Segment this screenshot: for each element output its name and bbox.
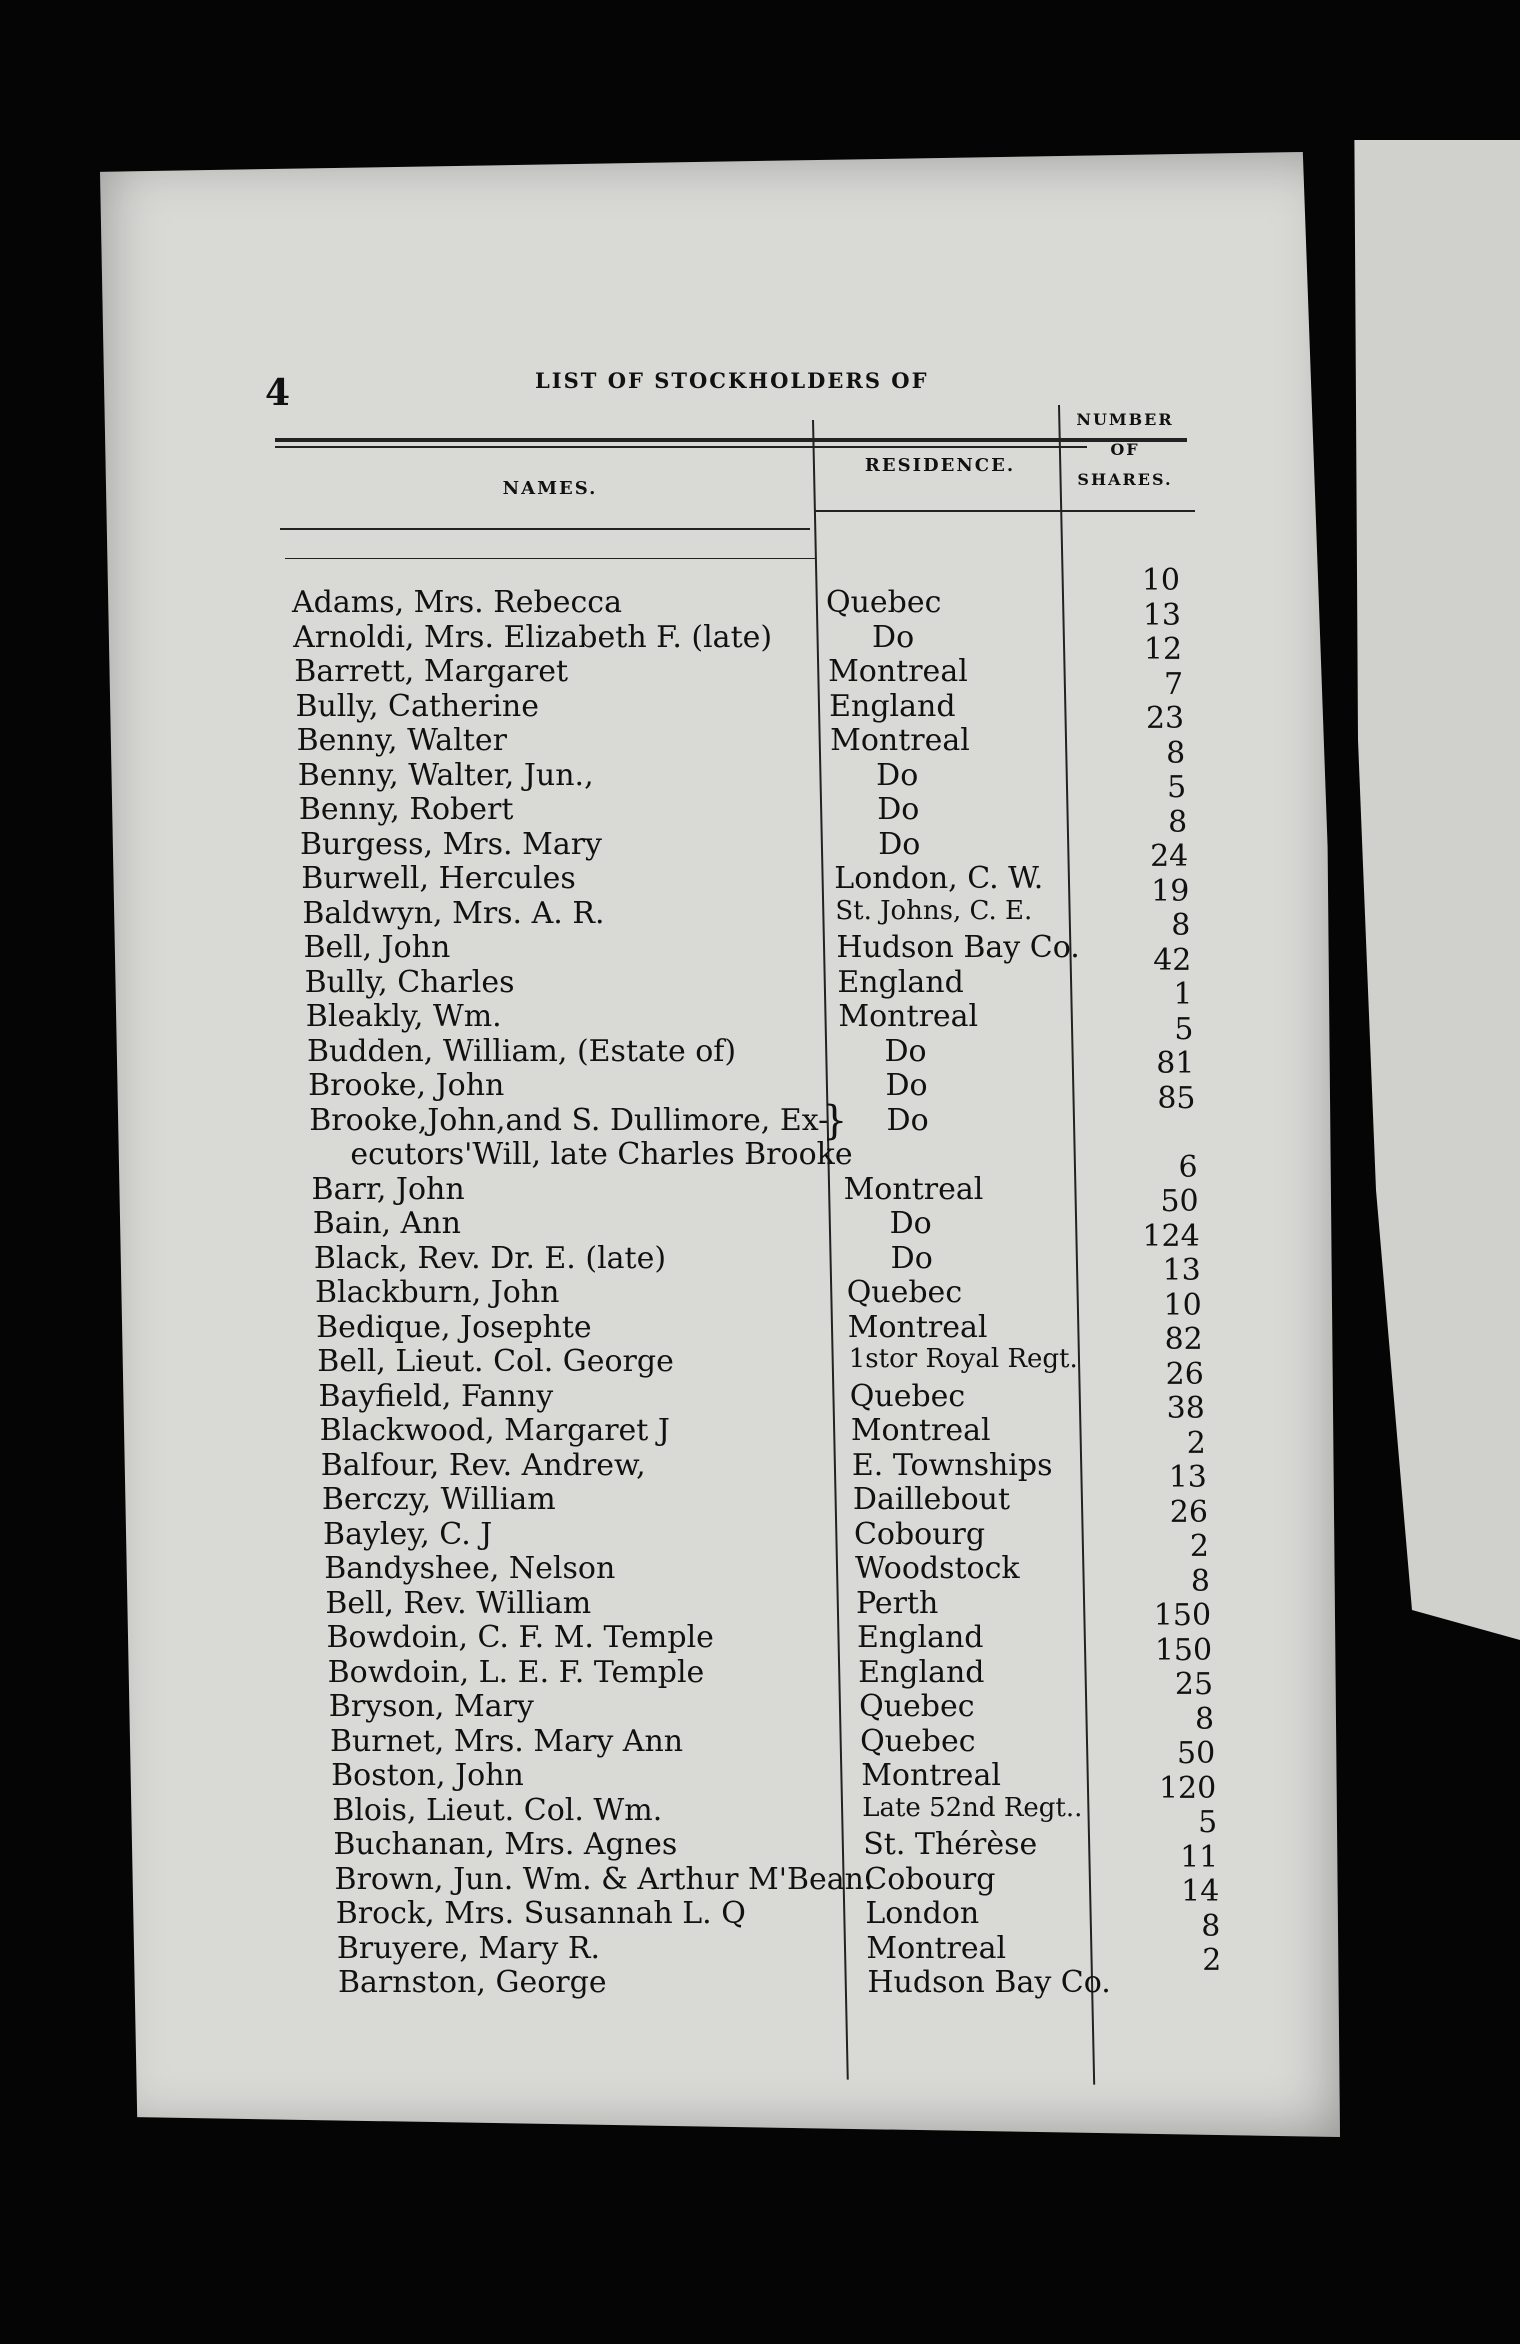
page-number: 4 (265, 372, 291, 414)
stockholder-residence: Montreal (866, 1930, 1007, 1966)
header-rule-thin (275, 446, 1087, 448)
stockholder-residence: Quebec (846, 1275, 963, 1310)
stockholder-name: Baldwyn, Mrs. A. R. (302, 895, 605, 931)
stockholder-residence: Montreal (861, 1758, 1001, 1793)
stockholder-residence: England (837, 964, 964, 1000)
brace-mark: } (822, 1098, 848, 1144)
header-rule-top (275, 438, 1187, 442)
stockholder-shares: 150 (1154, 1632, 1213, 1668)
stockholder-shares: 13 (1162, 1253, 1201, 1288)
stockholder-name: Bayley, C. J (323, 1516, 493, 1552)
stockholder-name: Bully, Catherine (295, 688, 540, 724)
stockholder-residence: Do (878, 826, 921, 862)
stockholder-name: Bedique, Josephte (316, 1309, 592, 1345)
stockholder-residence: 1stor Royal Regt. (848, 1344, 1078, 1374)
stockholder-name: Brooke, John (308, 1068, 505, 1103)
stockholder-residence: Late 52nd Regt.. (862, 1792, 1083, 1823)
stockholder-shares: 6 (1178, 1149, 1198, 1185)
stockholder-name: Barrett, Margaret (294, 654, 569, 689)
stockholder-residence: Cobourg (864, 1861, 996, 1897)
stockholder-name: Bell, Lieut. Col. George (317, 1344, 674, 1379)
stockholder-shares: 82 (1164, 1322, 1203, 1357)
stockholder-name: Bleakly, Wm. (305, 999, 502, 1034)
stockholder-shares: 2 (1186, 1425, 1206, 1461)
stockholder-shares: 26 (1165, 1356, 1204, 1392)
stockholder-residence: Do (872, 619, 915, 655)
stockholder-name: Budden, William, (Estate of) (306, 1033, 737, 1069)
stockholder-shares: 11 (1180, 1839, 1219, 1875)
stockholder-name: Benny, Walter, Jun., (297, 757, 594, 793)
stockholder-residence: Quebec (826, 585, 942, 620)
stockholder-name: Brown, Jun. Wm. & Arthur M'Bean. (334, 1861, 874, 1897)
stockholder-name: Buchanan, Mrs. Agnes (333, 1827, 678, 1862)
stockholder-shares: 23 (1145, 701, 1185, 736)
stockholder-residence: Hudson Bay Co. (836, 930, 1080, 965)
stockholder-residence: Do (890, 1240, 933, 1276)
stockholder-shares: 124 (1142, 1218, 1200, 1254)
stockholder-name: Arnoldi, Mrs. Elizabeth F. (late) (293, 619, 773, 655)
stockholder-shares: 5 (1174, 1011, 1194, 1047)
stockholder-residence: Montreal (838, 999, 979, 1034)
stockholder-residence: Hudson Bay Co. (867, 1965, 1111, 2000)
stockholder-shares: 50 (1160, 1184, 1199, 1219)
stockholder-shares: 19 (1151, 873, 1190, 909)
stockholder-name: Bandyshee, Nelson (324, 1551, 616, 1586)
stockholder-residence: London, C. W. (834, 861, 1044, 896)
stockholder-residence: Daillebout (852, 1482, 1011, 1517)
stockholder-shares: 8 (1195, 1701, 1215, 1737)
stockholder-name: Brooke,John,and S. Dullimore, Ex- (309, 1102, 829, 1138)
stockholder-shares: 50 (1177, 1736, 1216, 1771)
stockholder-residence: Do (884, 1033, 927, 1069)
stockholder-residence: England (857, 1620, 984, 1655)
stockholder-shares: 8 (1201, 1908, 1221, 1944)
stockholder-shares: 2 (1189, 1529, 1209, 1564)
stockholder-name: Balfour, Rev. Andrew, (320, 1447, 646, 1483)
column-header-shares-2: OF (1110, 440, 1140, 459)
body-rule (285, 558, 815, 559)
stockholder-shares: 10 (1141, 563, 1180, 598)
stockholder-name: Black, Rev. Dr. E. (late) (313, 1240, 667, 1276)
stockholder-shares: 150 (1153, 1598, 1212, 1633)
stockholder-name: ecutors'Will, late Charles Brooke (350, 1137, 853, 1172)
stockholder-residence: Montreal (850, 1413, 991, 1448)
stockholder-shares: 5 (1167, 770, 1187, 805)
stockholder-residence: England (829, 688, 956, 724)
stockholder-residence: E. Townships (851, 1447, 1053, 1483)
stockholder-shares: 85 (1157, 1080, 1196, 1116)
stockholder-residence: Montreal (830, 723, 970, 758)
stockholder-name: Barr, John (311, 1171, 465, 1207)
stockholder-residence: England (858, 1654, 985, 1690)
stockholder-shares: 8 (1190, 1563, 1210, 1599)
stockholder-shares: 13 (1168, 1460, 1207, 1495)
stockholder-shares: 8 (1168, 804, 1188, 840)
stockholder-residence: Do (889, 1206, 932, 1241)
stockholder-shares: 12 (1143, 632, 1183, 667)
stockholder-residence: St. Johns, C. E. (835, 895, 1033, 926)
stockholder-name: Blackburn, John (315, 1275, 560, 1310)
stockholder-shares: 38 (1166, 1391, 1205, 1426)
stockholder-name: Bruyere, Mary R. (336, 1930, 600, 1966)
column-header-shares-1: NUMBER (1076, 410, 1174, 429)
stockholder-name: Bayfield, Fanny (318, 1378, 554, 1414)
stockholder-residence: St. Thérèse (863, 1827, 1038, 1862)
stockholder-residence: Do (886, 1102, 929, 1138)
stockholder-shares: 14 (1181, 1874, 1220, 1909)
stockholder-residence: Do (876, 757, 919, 793)
stockholder-shares: 81 (1156, 1046, 1195, 1081)
stockholder-residence: Quebec (849, 1378, 966, 1414)
stockholder-name: Bain, Ann (312, 1206, 461, 1241)
column-header-shares-3: SHARES. (1077, 470, 1173, 489)
header-rule-bottom (280, 528, 810, 530)
stockholder-residence: Montreal (843, 1171, 984, 1207)
stockholder-name: Boston, John (331, 1758, 524, 1793)
stockholder-shares: 8 (1166, 735, 1186, 771)
column-header-residence: RESIDENCE. (864, 455, 1016, 476)
column-header-names: NAMES. (502, 478, 598, 499)
stockholder-name: Bully, Charles (304, 964, 515, 1000)
stockholder-residence: Quebec (859, 1689, 975, 1724)
stockholder-shares: 120 (1158, 1770, 1217, 1806)
stockholder-name: Adams, Mrs. Rebecca (292, 585, 622, 620)
stockholder-name: Burwell, Hercules (301, 861, 576, 896)
stockholder-name: Bell, John (303, 930, 451, 965)
stockholder-name: Benny, Walter (296, 723, 507, 758)
stockholder-name: Benny, Robert (298, 792, 514, 827)
stockholder-residence: Woodstock (854, 1551, 1020, 1586)
stockholder-residence: Cobourg (853, 1516, 986, 1552)
header-rule-bottom-right (815, 510, 1195, 512)
stockholder-residence: Do (885, 1068, 928, 1103)
stockholder-residence: Perth (856, 1585, 939, 1621)
stockholder-shares: 13 (1142, 597, 1182, 633)
stockholder-name: Blois, Lieut. Col. Wm. (332, 1792, 663, 1828)
stockholder-residence: Montreal (847, 1309, 988, 1345)
page-title: LIST OF STOCKHOLDERS OF (535, 368, 929, 393)
stockholder-shares: 5 (1198, 1805, 1218, 1840)
stockholder-shares: 10 (1163, 1287, 1202, 1323)
stockholder-name: Burgess, Mrs. Mary (300, 826, 602, 862)
stockholder-shares: 25 (1174, 1667, 1214, 1702)
stockholder-shares: 26 (1169, 1494, 1208, 1530)
stockholder-name: Bell, Rev. William (325, 1585, 592, 1621)
stockholder-shares: 24 (1150, 839, 1189, 874)
stockholder-residence: London (865, 1896, 980, 1931)
stockholder-shares: 7 (1164, 666, 1184, 702)
stockholder-name: Blackwood, Margaret J (319, 1413, 670, 1448)
stockholder-shares: 8 (1171, 908, 1191, 943)
stockholder-name: Barnston, George (338, 1965, 607, 2000)
stockholder-name: Bowdoin, L. E. F. Temple (327, 1654, 705, 1690)
stockholder-name: Berczy, William (321, 1482, 556, 1517)
stockholder-residence: Quebec (860, 1723, 976, 1759)
stockholder-shares: 2 (1202, 1943, 1222, 1978)
stockholder-name: Bowdoin, C. F. M. Temple (326, 1620, 714, 1655)
stockholder-residence: Montreal (828, 654, 968, 689)
stockholder-shares: 1 (1173, 977, 1193, 1012)
stockholder-name: Bryson, Mary (328, 1689, 534, 1724)
stockholder-name: Burnet, Mrs. Mary Ann (329, 1723, 684, 1759)
adjacent-page-edge (1340, 140, 1520, 1640)
stockholder-name: Brock, Mrs. Susannah L. Q (335, 1896, 746, 1931)
stockholder-residence: Do (877, 792, 920, 827)
stockholder-shares: 42 (1153, 942, 1192, 978)
